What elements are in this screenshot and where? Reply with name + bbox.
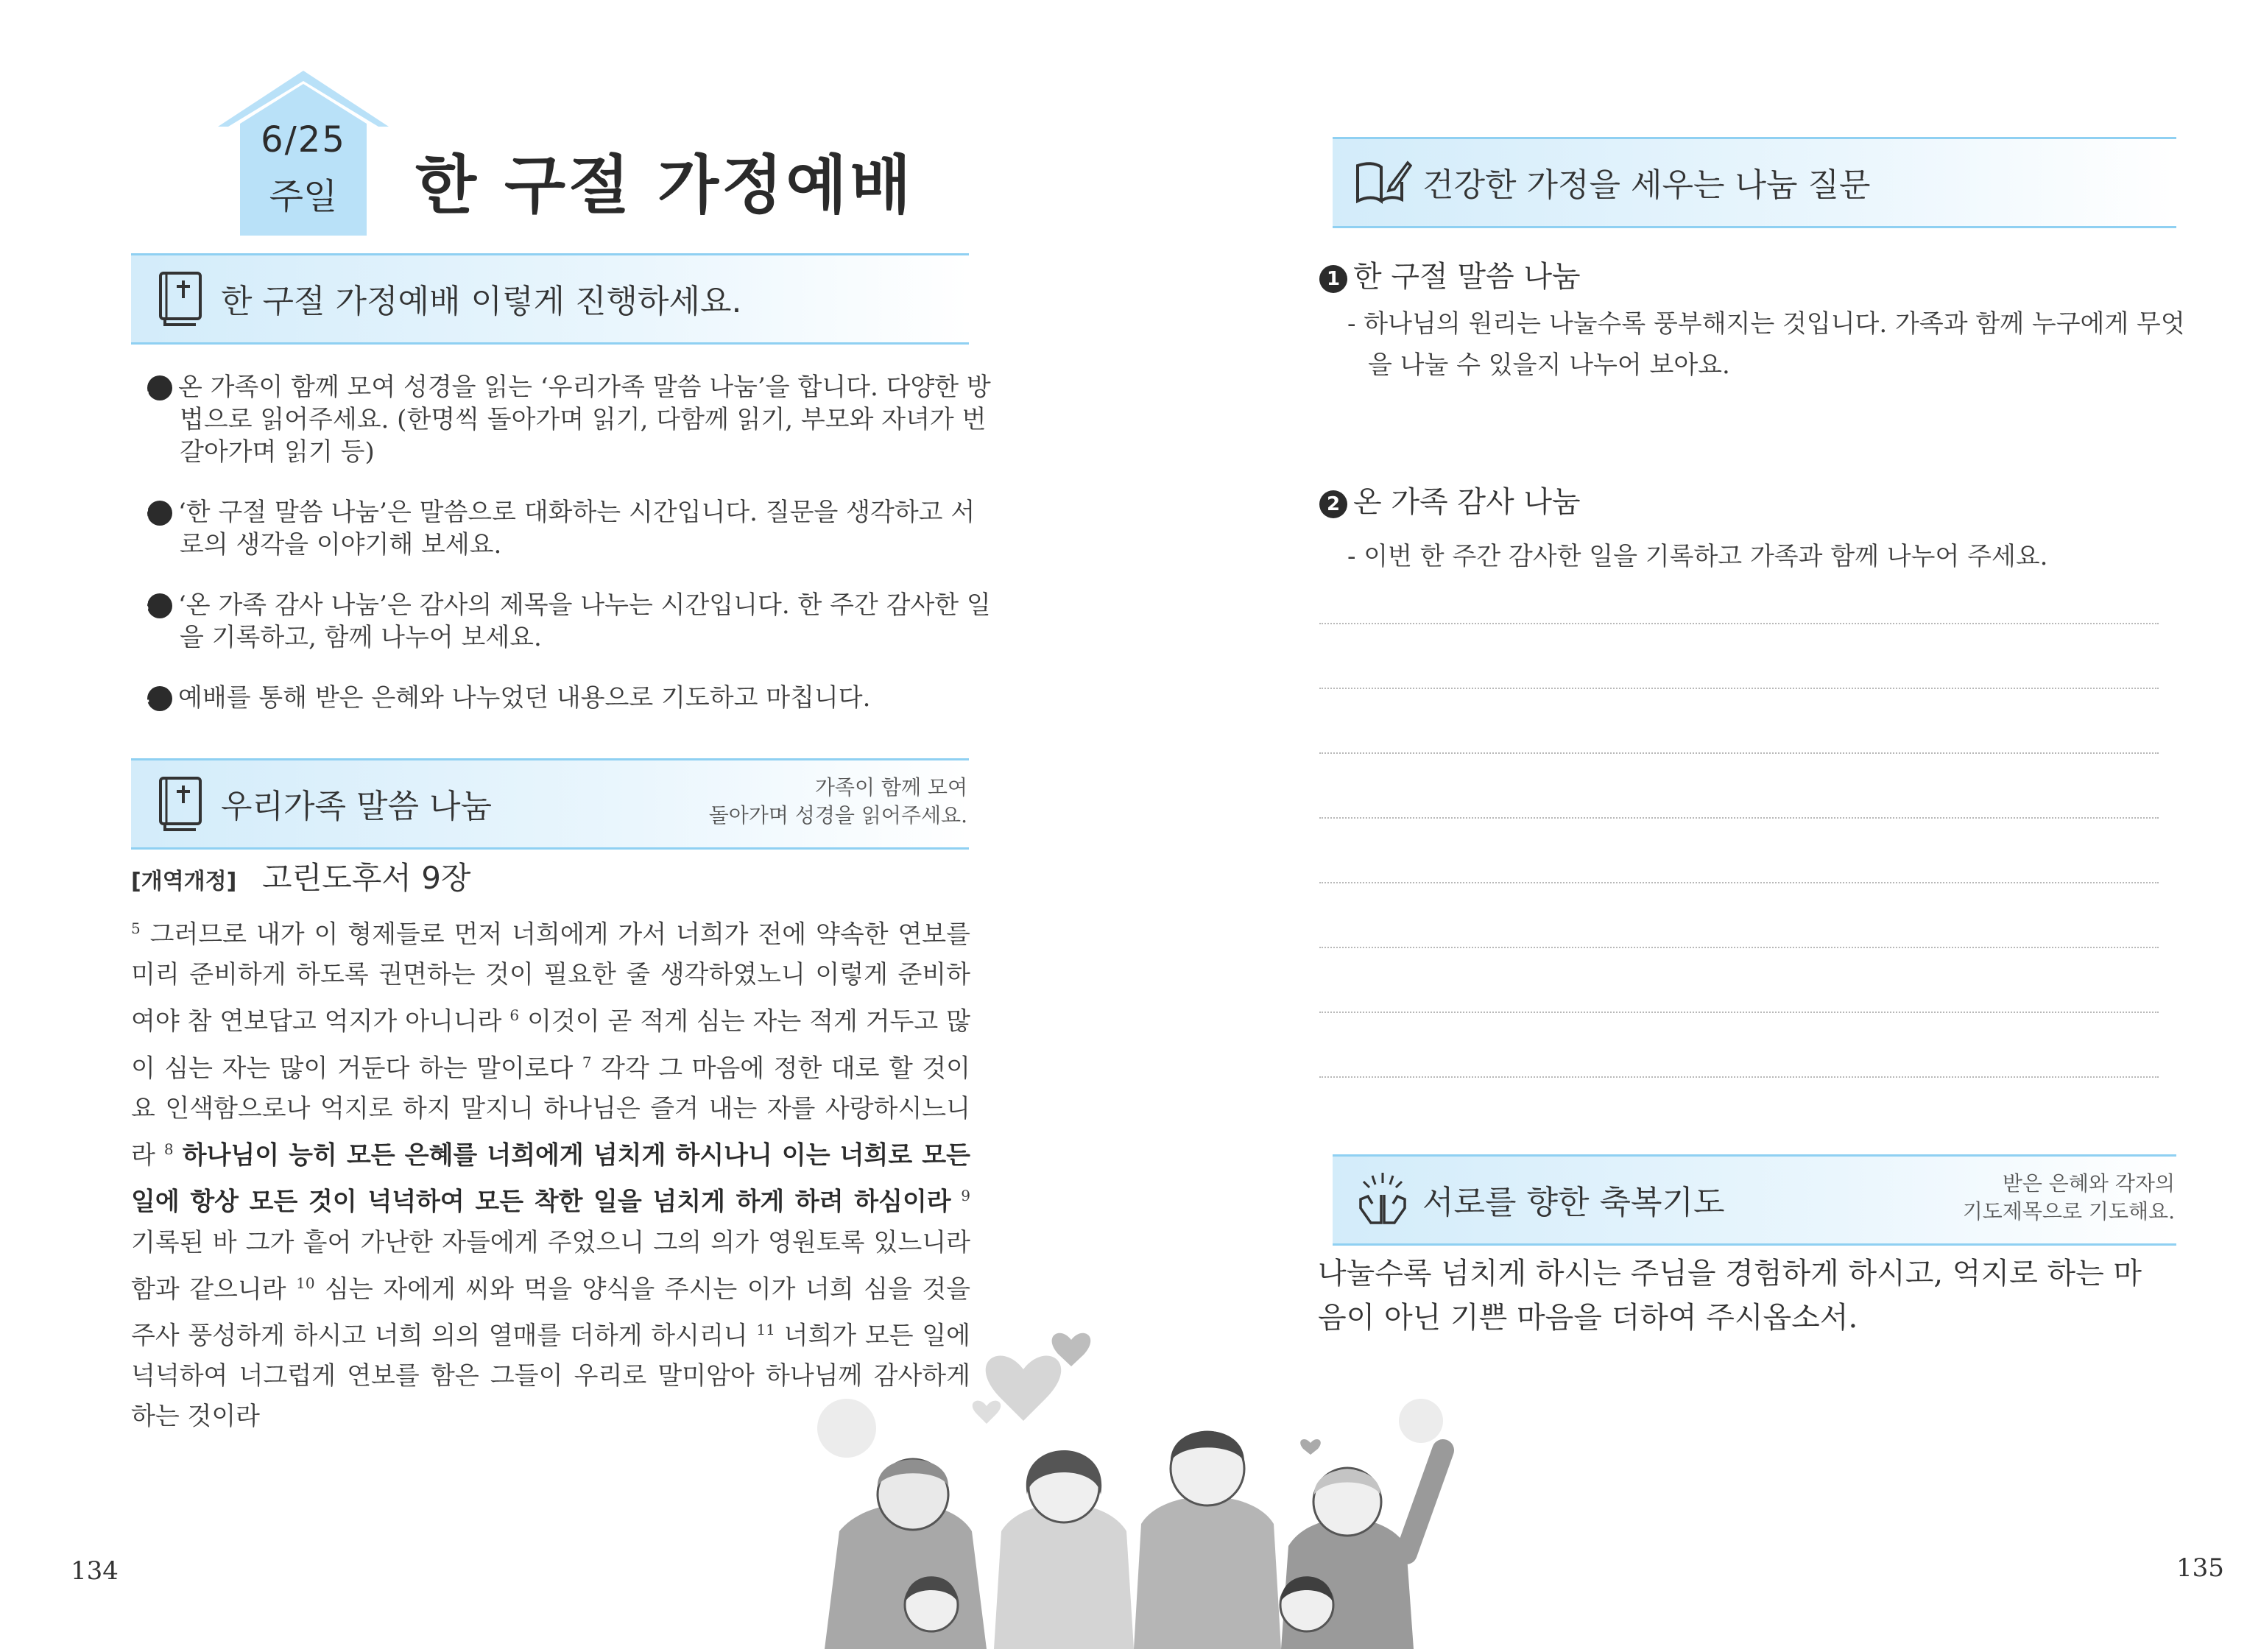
writing-line[interactable]	[1319, 1012, 2159, 1013]
verse-number: 9	[961, 1187, 970, 1205]
open-book-pen-icon	[1353, 152, 1412, 211]
writing-line[interactable]	[1319, 623, 2159, 624]
prayer-note-line-2: 기도제목으로 기도해요.	[1962, 1199, 2175, 1224]
bible-version: [개역개정]	[131, 869, 237, 894]
question-2-text: - 이번 한 주간 감사한 일을 기록하고 가족과 함께 나누어 주세요.	[1347, 542, 2048, 571]
step-3-number: 3	[147, 593, 172, 618]
writing-line[interactable]	[1319, 817, 2159, 819]
family-illustration	[780, 1310, 1472, 1652]
step-2-text: ‘한 구절 말씀 나눔’은 말씀으로 대화하는 시간입니다. 질문을 생각하고 서로의 생각을 이야기해 보세요.	[178, 498, 976, 560]
verse-text: 그러므로 내가 이 형제들로 먼저 너희에게 가서 너희가 전에 약속한 연보를 미리 준비하게 하도록 권면하는 것이 필요한 줄 생각하였노니 이렇게 준비하여야 참 연보답고 억지가 아니니라	[131, 919, 970, 1037]
question-1-number: 1	[1319, 265, 1347, 293]
verse-number: 8	[163, 1140, 174, 1158]
badge-date: 6/25	[261, 119, 346, 160]
howto-header-bar	[131, 253, 969, 345]
key-verse-text: 하나님이 능히 모든 은혜를 너희에게 넘치게 하시나니 이는 너희로 모든 일에 항상 모든 것이 넉넉하여 모든 착한 일을 넘치게 하게 하려 하심이라	[131, 1140, 970, 1217]
verse-text: 각각 그 마음에 정한 대로 할 것이요 인색함으로나 억지로 하지 말지니 하나님은 즐겨 내는 자를 사랑하시느니라	[131, 1053, 970, 1171]
prayer-header-note	[1963, 1170, 2175, 1226]
prayer-note-line-1: 받은 은혜와 각자의	[2002, 1171, 2175, 1196]
verse-text: 심는 자에게 씨와 먹을 양식을 주시는 이가 너희 심을 것을 주사 풍성하게 하시고 너희 의의 열매를 더하게 하시리니	[131, 1274, 971, 1351]
verse-number: 5	[131, 919, 141, 937]
writing-line[interactable]	[1319, 947, 2159, 948]
question-2-title	[1319, 479, 1581, 520]
page-title: 한 구절 가정예배	[415, 149, 914, 222]
writing-line[interactable]	[1319, 752, 2159, 754]
prayer-text: 나눌수록 넘치게 하시는 주님을 경험하게 하시고, 억지로 하는 마음이 아닌 기쁜 마음을 더하여 주시옵소서.	[1318, 1257, 2142, 1335]
reading-header-title: 우리가족 말씀 나눔	[221, 788, 493, 825]
writing-line[interactable]	[1319, 688, 2159, 689]
reading-header-note	[709, 774, 967, 830]
bible-icon	[152, 774, 211, 833]
badge-day: 주일	[269, 176, 338, 217]
bible-icon	[152, 269, 211, 328]
question-2-number: 2	[1319, 490, 1347, 518]
howto-header-title: 한 구절 가정예배 이렇게 진행하세요.	[221, 283, 742, 320]
step-3-text: ‘온 가족 감사 나눔’은 감사의 제목을 나누는 시간입니다. 한 주간 감사한 일을 기록하고, 함께 나누어 보세요.	[178, 590, 991, 652]
verse-number: 10	[296, 1274, 315, 1292]
reading-header-bar	[131, 758, 969, 850]
question-1-text: - 하나님의 원리는 나눌수록 풍부해지는 것입니다. 가족과 함께 누구에게 무엇을 나눌 수 있을지 나누어 보아요.	[1347, 309, 2185, 380]
step-1-text: 온 가족이 함께 모여 성경을 읽는 ‘우리가족 말씀 나눔’을 합니다. 다양한 방법으로 읽어주세요. (한명씩 돌아가며 읽기, 다함께 읽기, 부모와 자녀가 번갈아가며 읽기 등)	[178, 373, 991, 467]
writing-line[interactable]	[1319, 882, 2159, 883]
step-2-number: 2	[147, 501, 172, 526]
bible-reference: 고린도후서 9장	[262, 860, 471, 896]
verse-number: 11	[756, 1320, 775, 1338]
questions-header-title: 건강한 가정을 세우는 나눔 질문	[1422, 166, 1871, 204]
question-2-title-text: 온 가족 감사 나눔	[1353, 485, 1581, 519]
date-badge	[215, 68, 392, 236]
writing-line[interactable]	[1319, 1076, 2159, 1078]
verse-number: 6	[509, 1006, 520, 1025]
verse-text: 이것이 곧 적게 심는 자는 적게 거두고 많이 심는 자는 많이 거둔다 하는 말이로다	[131, 1006, 971, 1083]
question-1-title	[1319, 253, 1581, 295]
questions-header-bar	[1333, 137, 2176, 228]
verse-text: 기록된 바 그가 흩어 가난한 자들에게 주었으니 그의 의가 영원토록 있느니라 함과 같으니라	[131, 1227, 970, 1304]
prayer-header-title: 서로를 향한 축복기도	[1422, 1184, 1725, 1221]
prayer-header-bar	[1333, 1154, 2176, 1246]
verse-text: 너희가 모든 일에 넉넉하여 너그럽게 연보를 함은 그들이 우리로 말미암아 하나님께 감사하게 하는 것이라	[131, 1321, 970, 1432]
step-4-text: 예배를 통해 받은 은혜와 나누었던 내용으로 기도하고 마칩니다.	[178, 683, 871, 713]
question-1-title-text: 한 구절 말씀 나눔	[1353, 260, 1581, 294]
praying-hands-icon	[1353, 1170, 1412, 1229]
reading-note-line-1: 가족이 함께 모여	[814, 775, 967, 799]
step-2	[137, 496, 997, 561]
page-number-left: 134	[71, 1556, 119, 1586]
step-3	[137, 589, 997, 654]
verse-number: 7	[582, 1053, 592, 1071]
page-number-right: 135	[2176, 1553, 2224, 1583]
step-4	[137, 682, 997, 714]
step-1	[137, 371, 997, 468]
step-1-number: 1	[147, 375, 172, 400]
reading-note-line-2: 돌아가며 성경을 읽어주세요.	[708, 803, 967, 827]
step-4-number: 4	[147, 686, 172, 711]
